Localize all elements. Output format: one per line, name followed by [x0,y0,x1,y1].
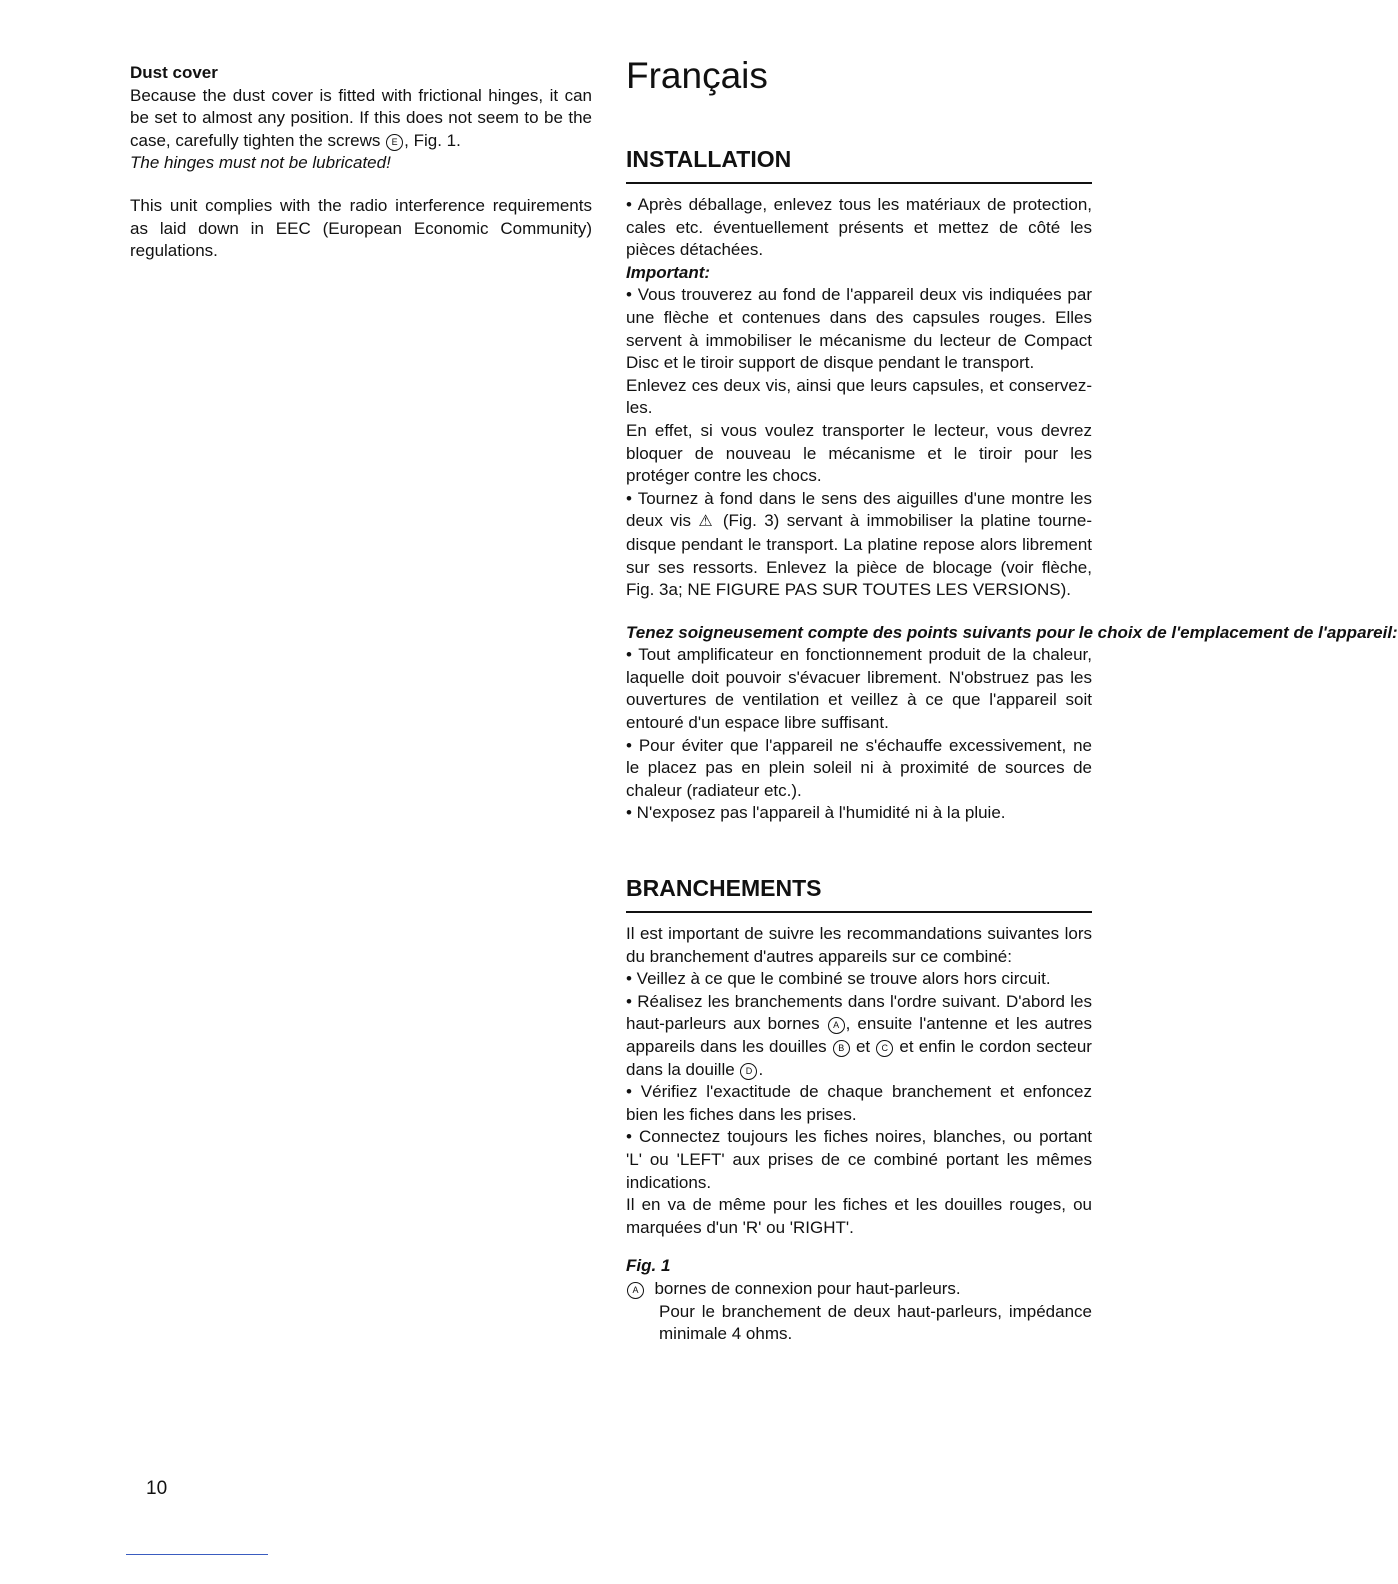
placement-heat: • Pour éviter que l'appareil ne s'échauffe excessivement, ne le placez pas en plein soleil ni à proximité de sources de chaleur (radiateur etc.). [626,735,1092,800]
branchements-left-plugs: • Connectez toujours les fiches noires, blanches, ou portant 'L' ou 'LEFT' aux prises de ce combiné portant les mêmes indications. [626,1127,1092,1192]
order-text-c: et [855,1037,871,1056]
turntable-text-b: (Fig. 3) servant à immobiliser la platine tourne-disque pendant le transport. La platine repose alors librement sur ses ressorts. Enlevez la pièce de blocage (voir flèche, Fig. 3a; NE FIGURE PAS SUR TOUTES LES VERSIONS). [626,511,1092,600]
spacer [626,825,1092,873]
placement-ventilation: • Tout amplificateur en fonctionnement produit de la chaleur, laquelle doit pouvoir s'évacuer librement. N'obstruez pas les ouvertures de ventilation et veillez à ce que l'appareil soit entouré d'un espace libre suffisant. [626,645,1092,733]
compliance-text: This unit complies with the radio interference requirements as laid down in EEC (European Economic Community) regulations. [130,195,592,261]
socket-d-symbol: D [740,1063,757,1080]
socket-a-symbol: A [828,1017,845,1034]
figure-item-a-text: bornes de connexion pour haut-parleurs. [654,1278,961,1298]
screw-e-symbol: E [386,134,403,151]
page-number: 10 [146,1478,168,1499]
branchements-intro: Il est important de suivre les recommandations suivantes lors du branchement d'autres appareils sur ce combiné: [626,924,1092,966]
hinges-warning: The hinges must not be lubricated! [130,153,391,173]
order-text-d: et enfin le cordon secteur dans la douille [626,1037,1092,1079]
branchements-heading: BRANCHEMENTS [626,875,822,902]
installation-remove-screws: Enlevez ces deux vis, ainsi que leurs capsules, et conservez-les. [626,375,1092,418]
spacer [626,602,1092,622]
installation-important-label: Important: [626,262,711,282]
socket-c-symbol: C [876,1040,893,1057]
figure-label: Fig. 1 [626,1256,671,1276]
socket-b-symbol: B [833,1040,850,1057]
branchements-right-plugs: Il en va de même pour les fiches et les douilles rouges, ou marquées d'un 'R' ou 'RIGHT'. [626,1195,1092,1237]
dust-cover-body [130,85,592,153]
placement-heading: Tenez soigneusement compte des points suivants pour le choix de l'emplacement de l'appareil: [626,622,1398,642]
spacer [130,175,592,195]
branchements-order [626,991,1092,1081]
order-text-e: . [758,1059,764,1079]
left-column [130,62,592,263]
placement-humidity: • N'exposez pas l'appareil à l'humidité ni à la pluie. [626,803,1006,823]
installation-rule [626,182,1092,184]
warning-triangle-icon: ⚠ [698,513,716,531]
branchements-rule [626,911,1092,913]
branchements-switch-off: • Veillez à ce que le combiné se trouve alors hors circuit. [626,969,1051,989]
dust-cover-text: Because the dust cover is fitted with frictional hinges, it can be set to almost any position. If this does not seem to be the case, carefully tighten the screws [130,85,592,150]
dust-cover-title: Dust cover [130,63,218,82]
branchements-check: • Vérifiez l'exactitude de chaque branchement et enfoncez bien les fiches dans les prises. [626,1082,1092,1124]
turntable-text-a: • Tournez à fond dans le sens des aiguilles d'une montre les deux vis [626,488,1092,531]
installation-turntable [626,488,1092,602]
language-title: Français [626,55,768,96]
figure-item-a [626,1278,1092,1301]
spacer [626,1239,1092,1255]
order-text-a: • Réalisez les branchements dans l'ordre suivant. D'abord les haut-parleurs aux bornes [626,991,1092,1034]
installation-transport: En effet, si vous voulez transporter le lecteur, vous devrez bloquer de nouveau le mécanisme et le tiroir pour les protéger contre les chocs. [626,420,1092,486]
installation-unpacking: • Après déballage, enlevez tous les matériaux de protection, cales etc. éventuellement présents et mettez de côté les pièces détachées. [626,195,1092,260]
figure-item-a-detail: Pour le branchement de deux haut-parleurs, impédance minimale 4 ohms. [659,1301,1092,1344]
terminal-a-symbol: A [627,1282,644,1299]
dust-cover-fig-ref: , Fig. 1. [404,130,461,150]
footer-rule [126,1554,268,1555]
installation-heading: INSTALLATION [626,146,792,172]
installation-screws: • Vous trouverez au fond de l'appareil deux vis indiquées par une flèche et contenues dans des capsules rouges. Elles servent à immobiliser le mécanisme du lecteur de Compact Disc et le tiroir support de disque pendant le transport. [626,285,1092,373]
right-column [626,54,1398,1346]
order-text-b: , ensuite l'antenne et les autres appareils dans les douilles [626,1014,1092,1056]
